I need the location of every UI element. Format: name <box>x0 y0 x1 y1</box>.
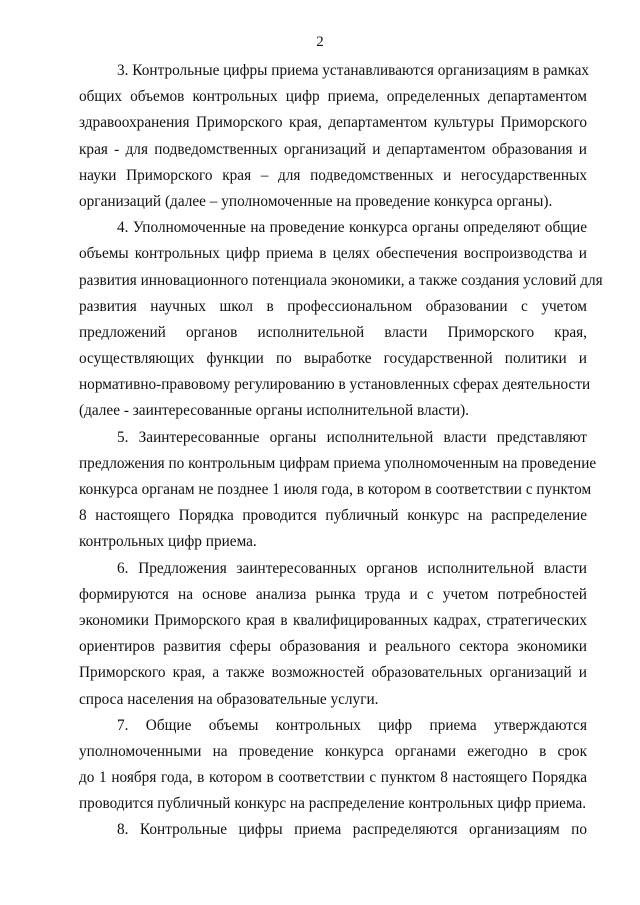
paragraph-3 <box>79 58 590 215</box>
page-number: 2 <box>316 34 324 50</box>
paragraph-line: до 1 ноября года, в котором в соответствии с пунктом 8 настоящего Порядка <box>79 769 587 787</box>
paragraph-line: предложений органов исполнительной власти Приморского края, <box>79 323 587 341</box>
paragraph-line: осуществляющих функции по выработке государственной политики и <box>79 350 587 368</box>
paragraph-line: 4. Уполномоченные на проведение конкурса органы определяют общие <box>117 219 587 237</box>
paragraph-line: организаций (далее – уполномоченные на проведение конкурса органы). <box>79 192 553 210</box>
paragraph-line: развития инновационного потенциала экономики, а также создания условий для <box>79 271 603 289</box>
paragraph-line: нормативно-правовому регулированию в установленных сферах деятельности <box>79 376 591 394</box>
paragraph-line: (далее - заинтересованные органы исполнительной власти). <box>79 402 469 420</box>
paragraph-7 <box>79 713 587 818</box>
paragraph-line: экономики Приморского края в квалифицированных кадрах, стратегических <box>79 611 587 629</box>
paragraph-8 <box>79 817 587 843</box>
paragraph-line: Приморского края, а также возможностей образовательных организаций и <box>79 664 587 682</box>
paragraph-line: проводится публичный конкурс на распределение контрольных цифр приема. <box>79 795 587 813</box>
paragraph-line: 8. Контрольные цифры приема распределяются организациям по <box>117 821 587 839</box>
paragraph-line: общих объемов контрольных цифр приема, определенных департаментом <box>79 88 587 106</box>
paragraph-line: края - для подведомственных организаций и департаментом образования и <box>79 140 587 158</box>
paragraph-line: 6. Предложения заинтересованных органов исполнительной власти <box>117 559 587 577</box>
paragraph-line: объемы контрольных цифр приема в целях обеспечения воспроизводства и <box>79 245 587 263</box>
paragraph-line: формируются на основе анализа рынка труда и с учетом потребностей <box>79 585 587 603</box>
document-body <box>79 58 603 844</box>
paragraph-line: 3. Контрольные цифры приема устанавливаются организациям в рамках <box>117 62 590 79</box>
paragraph-line: науки Приморского края – для подведомственных и негосударственных <box>79 166 587 184</box>
paragraph-line: спроса населения на образовательные услуги. <box>79 690 379 708</box>
paragraph-line: контрольных цифр приема. <box>79 533 257 551</box>
paragraph-line: 7. Общие объемы контрольных цифр приема утверждаются <box>117 716 587 734</box>
paragraph-line: здравоохранения Приморского края, департаментом культуры Приморского <box>79 114 587 132</box>
paragraph-line: предложения по контрольным цифрам приема уполномоченным на проведение <box>79 454 597 472</box>
paragraph-6 <box>79 556 587 713</box>
paragraph-line: уполномоченными на проведение конкурса органами ежегодно в срок <box>79 742 587 760</box>
paragraph-line: развития научных школ в профессиональном образовании с учетом <box>79 297 587 315</box>
paragraph-line: конкурса органам не позднее 1 июля года, в котором в соответствии с пунктом <box>79 481 592 498</box>
paragraph-4 <box>79 215 603 425</box>
paragraph-line: 5. Заинтересованные органы исполнительной власти представляют <box>117 428 587 446</box>
paragraph-line: ориентиров развития сферы образования и реального сектора экономики <box>79 638 587 656</box>
paragraph-line: 8 настоящего Порядка проводится публичный конкурс на распределение <box>79 507 587 525</box>
paragraph-5 <box>79 425 597 556</box>
